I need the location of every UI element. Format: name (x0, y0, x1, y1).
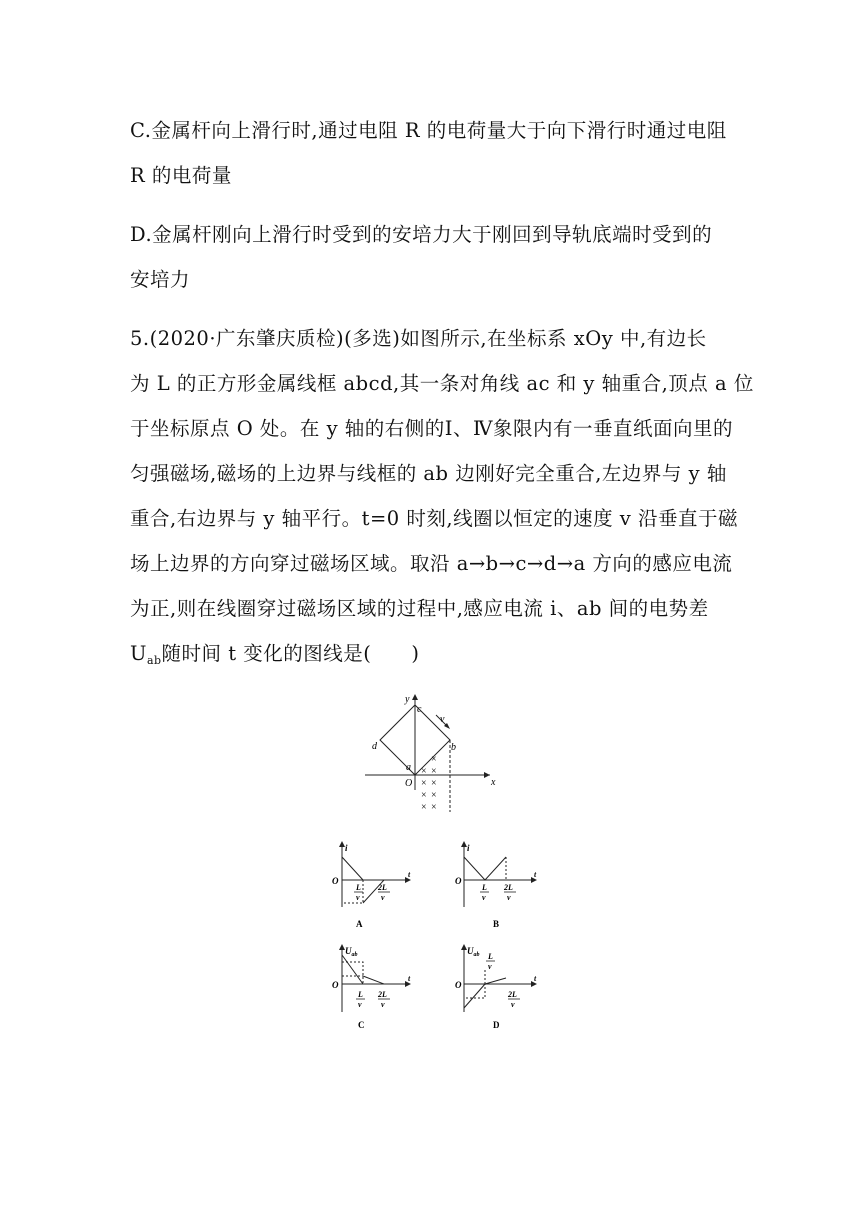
u-subscript: ab (146, 654, 162, 667)
field-cross: × (421, 766, 427, 777)
tick-v-label: v (488, 962, 492, 971)
x-label: x (491, 777, 496, 788)
tick-l-label: L (356, 883, 361, 892)
question-5-line-5: 重合,右边界与 y 轴平行。t=0 时刻,线圈以恒定的速度 v 沿垂直于磁 (130, 507, 739, 530)
field-cross: × (431, 778, 437, 789)
ab-subscript: ab (473, 952, 480, 958)
tick-v-label: v (511, 1000, 515, 1009)
question-5-line-6: 场上边界的方向穿过磁场区域。取沿 a→b→c→d→a 方向的感应电流 (130, 552, 733, 575)
t-axis-label: t (534, 870, 537, 879)
vertex-a-label: a (406, 762, 411, 773)
ab-subscript: ab (351, 952, 358, 958)
tick-v-label: v (482, 893, 486, 902)
graph-d (452, 940, 552, 1040)
main-figure (360, 690, 510, 815)
origin-label: O (405, 778, 413, 789)
origin-label: O (455, 980, 462, 990)
field-cross: × (431, 754, 437, 765)
vertex-b-label: b (451, 742, 456, 753)
origin-label: O (455, 876, 462, 886)
tick-2l-label: 2L (378, 990, 387, 999)
graph-a-caption: A (356, 919, 363, 929)
graph-b (452, 835, 552, 935)
tick-l-label: L (488, 952, 493, 961)
u-letter: U (467, 946, 474, 956)
question-5-line-2: 为 L 的正方形金属线框 abcd,其一条对角线 ac 和 y 轴重合,顶点 a 位 (130, 372, 754, 395)
question-5-line-8 (130, 638, 420, 667)
graph-d-caption: D (493, 1020, 500, 1030)
graph-c-caption: C (358, 1020, 365, 1030)
origin-label: O (332, 980, 339, 990)
option-c-line-2: R 的电荷量 (130, 164, 232, 187)
u-axis-label (467, 946, 480, 958)
u-axis-label (345, 946, 358, 958)
t-axis-label: t (408, 974, 411, 983)
tick-v-label: v (381, 893, 385, 902)
tick-l-label: L (358, 990, 363, 999)
vertex-d-label: d (372, 741, 377, 752)
question-5-line-1: 5.(2020·广东肇庆质检)(多选)如图所示,在坐标系 xOy 中,有边长 (130, 327, 707, 350)
tick-v-label: v (358, 1000, 362, 1009)
origin-label: O (332, 876, 339, 886)
graph-c (320, 940, 420, 1040)
tick-v-label: v (507, 893, 511, 902)
u-letter: U (345, 946, 352, 956)
field-cross: × (431, 766, 437, 777)
field-cross: × (421, 802, 427, 813)
tick-v-label: v (381, 1000, 385, 1009)
tick-2l-label: 2L (378, 883, 387, 892)
field-cross: × (421, 778, 427, 789)
y-label: y (405, 694, 410, 705)
velocity-label: v (440, 714, 445, 725)
i-axis-label: i (345, 843, 348, 853)
question-5-line-7: 为正,则在线圈穿过磁场区域的过程中,感应电流 i、ab 间的电势差 (130, 597, 709, 620)
tick-l-label: L (482, 883, 487, 892)
t-axis-label: t (534, 974, 537, 983)
option-d-line-1: D.金属杆刚向上滑行时受到的安培力大于刚回到导轨底端时受到的 (130, 223, 713, 246)
option-d-line-2: 安培力 (130, 268, 191, 291)
field-cross: × (431, 802, 437, 813)
question-5-line-3: 于坐标原点 O 处。在 y 轴的右侧的Ⅰ、Ⅳ象限内有一垂直纸面向里的 (130, 417, 733, 440)
question-5-line-8-text: 随时间 t 变化的图线是( ) (161, 642, 420, 665)
question-5-line-4: 匀强磁场,磁场的上边界与线框的 ab 边刚好完全重合,左边界与 y 轴 (130, 462, 727, 485)
t-axis-label: t (408, 870, 411, 879)
field-cross: × (431, 790, 437, 801)
vertex-c-label: c (417, 704, 422, 715)
option-c-line-1: C.金属杆向上滑行时,通过电阻 R 的电荷量大于向下滑行时通过电阻 (130, 119, 727, 142)
i-axis-label: i (467, 843, 470, 853)
u-symbol: U (130, 642, 147, 665)
tick-v-label: v (356, 893, 360, 902)
field-cross: × (421, 790, 427, 801)
graph-b-caption: B (493, 919, 500, 929)
tick-2l-label: 2L (508, 990, 517, 999)
tick-2l-label: 2L (504, 883, 513, 892)
graph-a (320, 835, 420, 935)
